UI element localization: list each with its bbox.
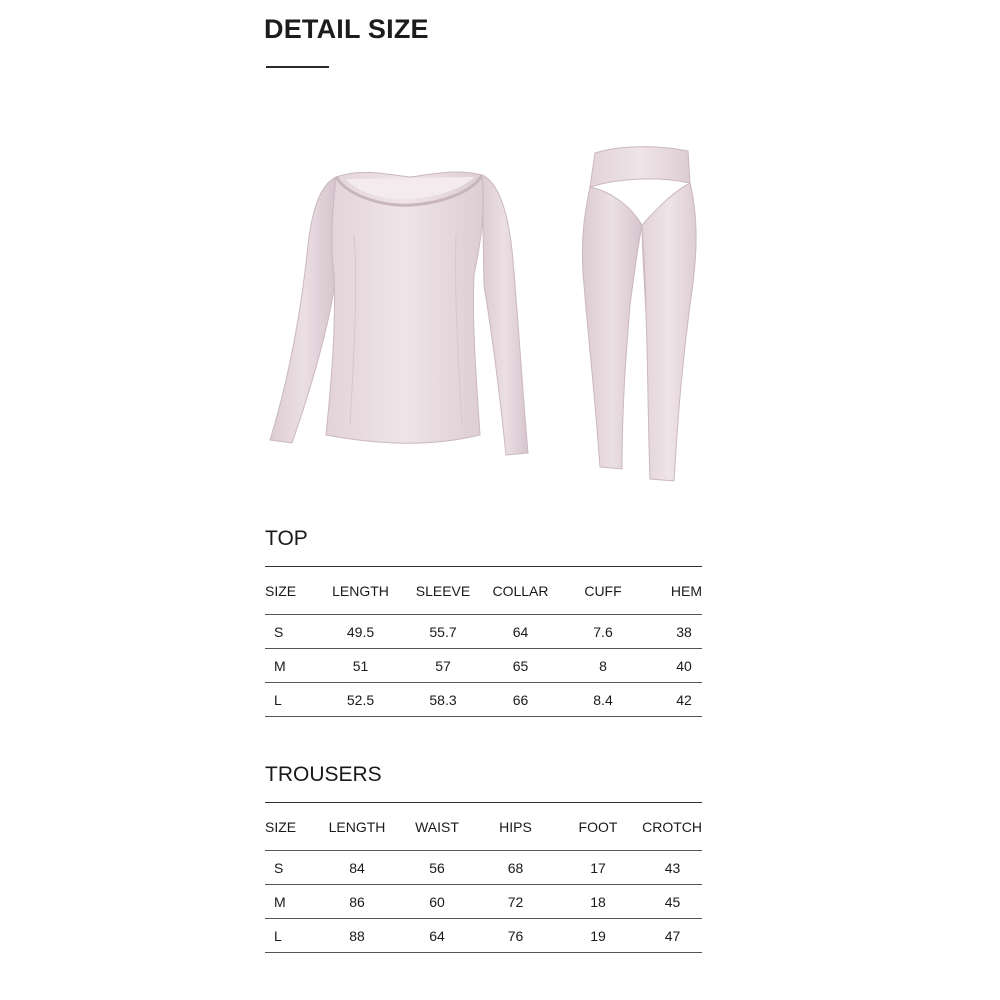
table-row [265,851,702,885]
product-image [250,135,710,495]
table-cell: 68 [468,851,563,885]
table-row [265,885,702,919]
top-section-title: TOP [265,527,308,550]
table-cell: 8.4 [568,683,638,717]
table-cell: 49.5 [308,615,413,649]
table-cell: 66 [473,683,568,717]
column-header: HEM [638,567,702,615]
table-cell: 40 [638,649,702,683]
column-header: LENGTH [308,567,413,615]
top-size-table [265,566,702,717]
size-cell: L [265,919,308,953]
column-header: SIZE [265,803,308,851]
long-sleeve-top-icon [270,172,528,455]
table-header-row [265,567,702,615]
table-row [265,615,702,649]
table-cell: 55.7 [413,615,473,649]
column-header: CUFF [568,567,638,615]
column-header: WAIST [406,803,468,851]
table-cell: 57 [413,649,473,683]
table-cell: 60 [406,885,468,919]
table-cell: 17 [563,851,633,885]
title-underline [266,66,329,68]
leggings-icon [582,147,696,481]
column-header: LENGTH [308,803,406,851]
size-cell: S [265,851,308,885]
table-cell: 64 [406,919,468,953]
size-cell: S [265,615,308,649]
table-header-row [265,803,702,851]
table-cell: 65 [473,649,568,683]
page-title: DETAIL SIZE [264,14,429,44]
table-cell: 72 [468,885,563,919]
column-header: COLLAR [473,567,568,615]
column-header: SIZE [265,567,308,615]
table-cell: 64 [473,615,568,649]
table-cell: 52.5 [308,683,413,717]
table-cell: 38 [638,615,702,649]
table-cell: 58.3 [413,683,473,717]
table-row [265,683,702,717]
table-cell: 8 [568,649,638,683]
size-cell: M [265,885,308,919]
table-cell: 56 [406,851,468,885]
table-cell: 47 [633,919,702,953]
column-header: FOOT [563,803,633,851]
table-row [265,919,702,953]
trousers-section-title: TROUSERS [265,763,382,786]
size-cell: M [265,649,308,683]
table-cell: 7.6 [568,615,638,649]
column-header: SLEEVE [413,567,473,615]
column-header: CROTCH [633,803,702,851]
column-header: HIPS [468,803,563,851]
table-row [265,649,702,683]
table-cell: 84 [308,851,406,885]
table-cell: 86 [308,885,406,919]
table-cell: 45 [633,885,702,919]
table-cell: 76 [468,919,563,953]
table-cell: 18 [563,885,633,919]
table-cell: 42 [638,683,702,717]
trousers-size-table [265,802,702,953]
table-cell: 19 [563,919,633,953]
table-cell: 88 [308,919,406,953]
size-cell: L [265,683,308,717]
table-cell: 51 [308,649,413,683]
table-cell: 43 [633,851,702,885]
